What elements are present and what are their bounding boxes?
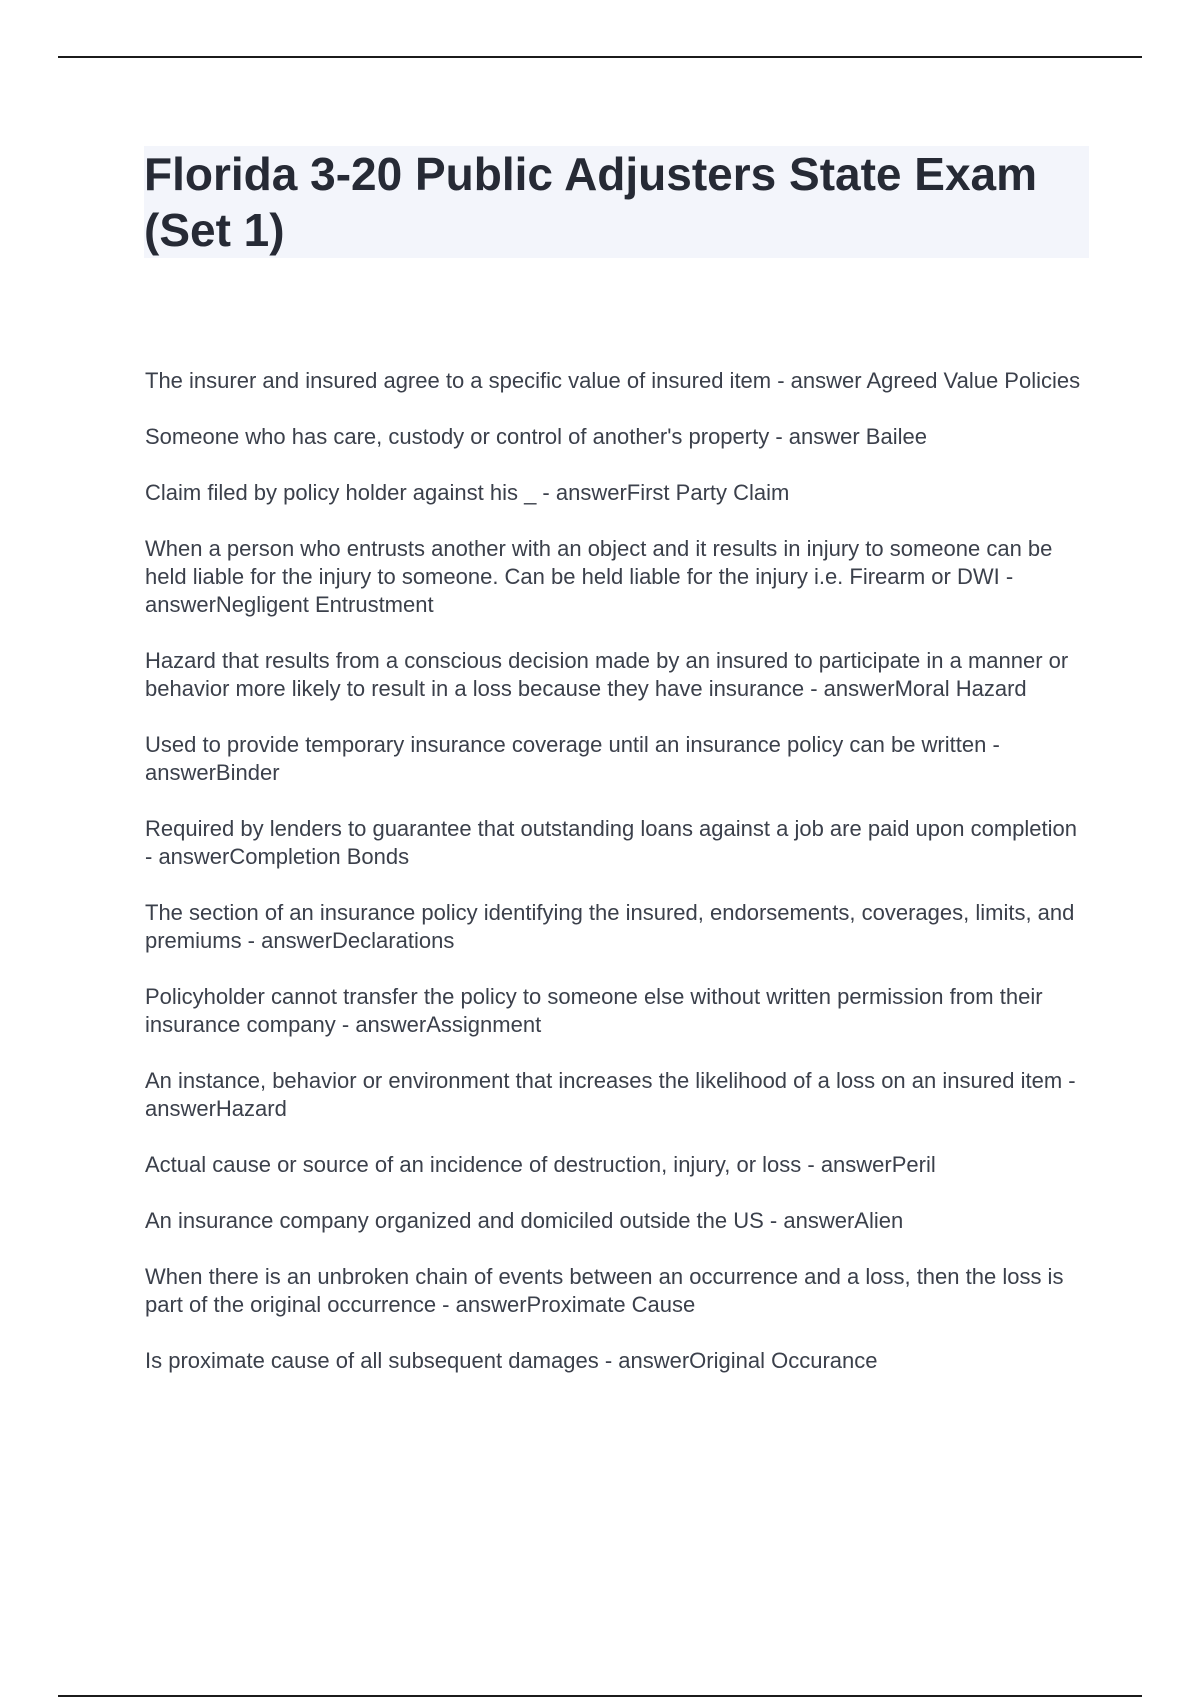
- qa-item: Actual cause or source of an incidence of destruction, injury, or loss - answerPeril: [145, 1152, 936, 1177]
- qa-item: Policyholder cannot transfer the policy to someone else without written permission from their insurance company - answerAssignment: [145, 984, 1043, 1037]
- qa-item: Is proximate cause of all subsequent damages - answerOriginal Occurance: [145, 1348, 878, 1373]
- qa-item: Claim filed by policy holder against his _ - answerFirst Party Claim: [145, 480, 790, 505]
- title-banner: [144, 146, 1089, 258]
- qa-item: The insurer and insured agree to a specific value of insured item - answer Agreed Value Policies: [145, 368, 1081, 393]
- qa-item: Hazard that results from a conscious decision made by an insured to participate in a manner or behavior more likely to result in a loss because they have insurance - answerMoral Hazard: [145, 648, 1069, 701]
- bottom-rule: [58, 1695, 1142, 1697]
- qa-list: [145, 367, 1090, 1403]
- qa-item: Someone who has care, custody or control of another's property - answer Bailee: [145, 424, 927, 449]
- qa-item: Required by lenders to guarantee that outstanding loans against a job are paid upon completion - answerCompletion Bonds: [145, 816, 1077, 869]
- qa-item: An instance, behavior or environment that increases the likelihood of a loss on an insured item - answerHazard: [145, 1068, 1076, 1121]
- qa-item: When there is an unbroken chain of events between an occurrence and a loss, then the loss is part of the original occurrence - answerProximate Cause: [145, 1264, 1064, 1317]
- qa-item: When a person who entrusts another with an object and it results in injury to someone can be held liable for the injury to someone. Can be held liable for the injury i.e. Firearm or DWI - answerNegligent Entrustment: [145, 536, 1053, 617]
- qa-item: The section of an insurance policy identifying the insured, endorsements, coverages, limits, and premiums - answerDeclarations: [145, 900, 1075, 953]
- top-rule: [58, 56, 1142, 58]
- qa-item: Used to provide temporary insurance coverage until an insurance policy can be written - answerBinder: [145, 732, 1000, 785]
- qa-item: An insurance company organized and domiciled outside the US - answerAlien: [145, 1208, 904, 1233]
- page-title: Florida 3-20 Public Adjusters State Exam (Set 1): [144, 148, 1038, 256]
